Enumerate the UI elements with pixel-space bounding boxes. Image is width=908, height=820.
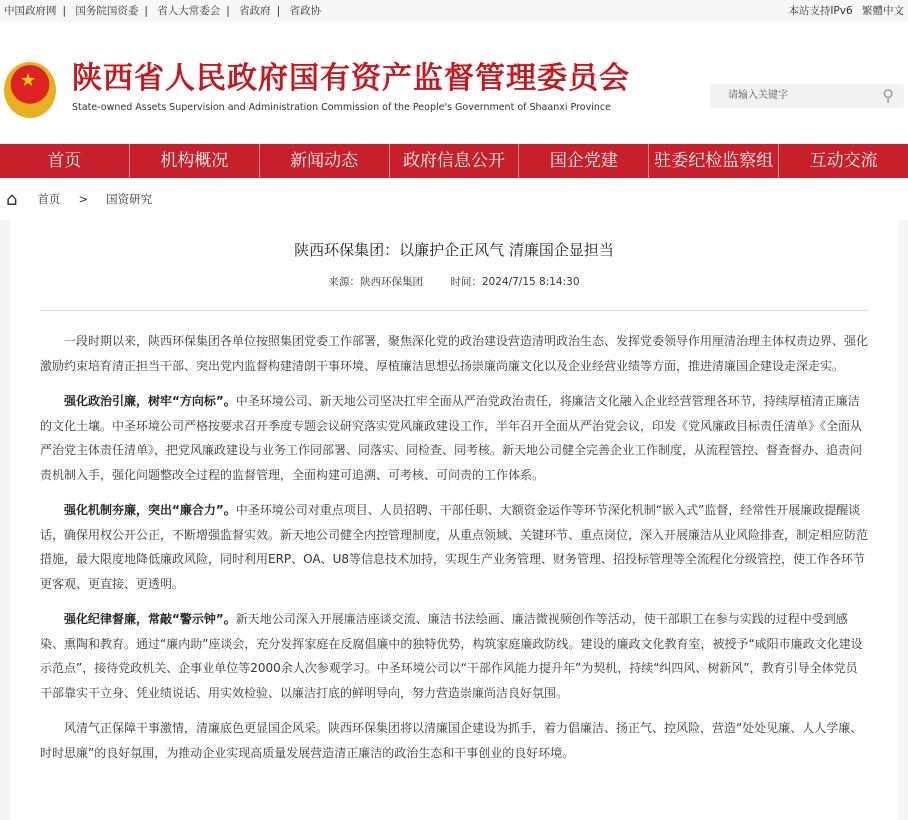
top-bar [0,0,908,22]
search-icon[interactable]: ⚲ [882,86,894,105]
breadcrumb-current[interactable]: 国资研究 [106,192,153,206]
paragraph [40,329,868,378]
paragraph [40,498,868,596]
paragraph [40,716,868,765]
link-npc[interactable]: 省人大常委会 [157,5,221,17]
paragraph [40,607,868,705]
paragraph-text: 风清气正保障干事激情，清廉底色更显国企风采。陕西环保集团将以清廉国企建设为抓手，着力倡廉洁、扬正气、控风险，营造“处处见廉、人人学廉、时时思廉”的良好氛围，为推动企业实现高质量发展营造清正廉洁的政治生态和干事创业的良好环境。 [40,721,863,760]
link-cppcc[interactable]: 省政协 [289,5,322,17]
article-time: 时间：2024/7/15 8:14:30 [450,276,580,288]
article-source: 来源：陕西环保集团 [328,276,423,288]
traditional-chinese-link[interactable]: 繁體中文 [862,5,904,17]
ipv6-notice: 本站支持IPv6 [788,5,853,17]
article-meta [40,272,868,310]
breadcrumb [0,178,908,220]
home-icon[interactable]: ⌂ [6,188,18,210]
paragraph-text: 中圣环境公司、新天地公司坚决扛牢全面从严治党政治责任，将廉洁文化融入企业经营管理各环节，持续厚植清正廉洁的文化土壤。中圣环境公司严格按要求召开季度专题会议研究落实党风廉政建设工作，半年召开全面从严治党会议，印发《党风廉政目标责任清单》《全面从严治党主体责任清单》，把党风廉政建设与业务工作同部署、同落实、同检查、同考核。新天地公司健全完善企业工作制度，从流程管控、督查督办、追责问责机制入手，强化问题整改全过程的监督管理，全面构建可追溯、可考核、可问责的工作体系。 [40,394,863,482]
paragraph-lead: 强化政治引廉，树牢“方向标”。 [64,394,236,408]
top-links: 中国政府网 | 国务院国资委 | 省人大常委会 | 省政府 | 省政协 [4,5,322,17]
search-placeholder: 请输入关键字 [728,90,788,101]
nav-party[interactable]: 国企党建 [518,144,648,178]
nav-news[interactable]: 新闻动态 [259,144,389,178]
divider [40,310,868,311]
paragraph-text: 新天地公司深入开展廉洁座谈交流、廉洁书法绘画、廉洁微视频创作等活动，使干部职工在参与实践的过程中受到感染、熏陶和教育。通过“廉内助”座谈会，充分发挥家庭在反腐倡廉中的独特优势，构筑家庭廉政防线。建设的廉政文化教育室，被授予“咸阳市廉政文化建设示范点”，接待党政机关、企事业单位等2000余人次参观学习。中圣环境公司以“干部作风能力提升年”为契机，持续“纠四风、树新风”，教育引导全体党员干部靠实干立身、凭业绩说话、用实效检验、以廉洁打底的鲜明导向，努力营造崇廉尚洁良好氛围。 [40,612,863,700]
link-gov[interactable]: 中国政府网 [4,5,57,17]
paragraph-text: 一段时期以来，陕西环保集团各单位按照集团党委工作部署，聚焦深化党的政治建设营造清明政治生态、发挥党委领导作用厘清治理主体权责边界、强化激励约束培育清正担当干部、突出党内监督构建清朗干事环境、厚植廉洁思想弘扬崇廉尚廉文化以及企业经营业绩等方面，推进清廉国企建设走深走实。 [40,334,869,373]
site-header [0,22,908,122]
nav-home[interactable]: 首页 [47,151,82,171]
national-emblem-icon [4,62,56,118]
breadcrumb-home[interactable]: 首页 [37,192,61,206]
nav-discipline[interactable]: 驻委纪检监察组 [648,144,778,178]
paragraph [40,389,868,487]
breadcrumb-separator: > [78,192,89,206]
article [10,220,898,820]
paragraph-text: 中圣环境公司对重点项目、人员招聘、干部任职、大额资金运作等环节深化机制“嵌入式”监督，经常性开展廉政提醒谈话，确保用权公开公正，不断增强监督实效。新天地公司健全内控管理制度，从重点领域、关键环节、重点岗位，深入开展廉洁从业风险排查，制定相应防范措施，最大限度地降低廉政风险，同时利用ERP、OA、U8等信息技术加持，实现生产业务管理、财务管理、招投标管理等全流程化分级管控，使工作各环节更客观、更直接、更透明。 [40,503,869,591]
nav-interaction[interactable]: 互动交流 [778,144,908,178]
article-title: 陕西环保集团：以廉护企正风气 清廉国企显担当 [294,241,614,259]
nav-gov-info[interactable]: 政府信息公开 [389,144,519,178]
main-nav [0,144,908,178]
site-title[interactable]: 陕西省人民政府国有资产监督管理委员会 [72,61,630,96]
search-input[interactable] [710,84,904,108]
link-sasac[interactable]: 国务院国资委 [75,5,139,17]
site-title-en: State-owned Assets Supervision and Administration Commission of the People's Government of Shaanxi Province [72,102,611,113]
paragraph-lead: 强化机制夯廉，突出“廉合力”。 [64,503,236,517]
paragraph-lead: 强化纪律督廉，常敲“警示钟”。 [64,612,236,626]
link-provgov[interactable]: 省政府 [239,5,271,17]
nav-about[interactable]: 机构概况 [129,144,259,178]
